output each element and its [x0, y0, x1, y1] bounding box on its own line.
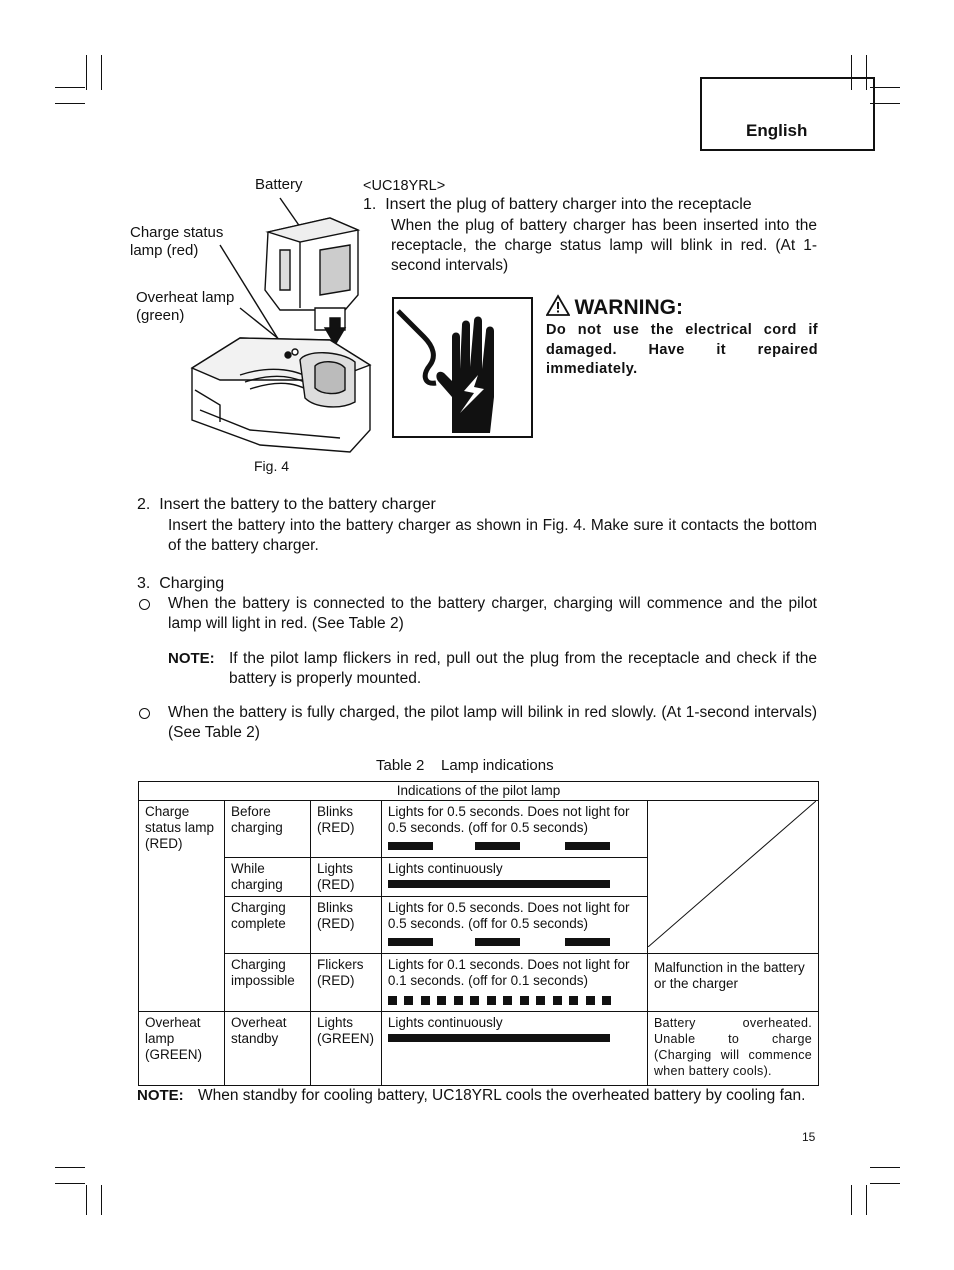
step2-heading: 2. Insert the battery to the battery charger — [137, 496, 436, 513]
bar-on — [388, 938, 433, 946]
pattern-cell — [381, 1012, 647, 1086]
diagonal-line — [648, 801, 816, 947]
electric-shock-warning-image — [392, 297, 533, 438]
bar-on — [475, 842, 520, 850]
table-caption: Table 2 Lamp indications — [376, 757, 554, 774]
group-charge-status: Charge status lamp (RED) — [139, 801, 225, 1012]
mode-cell: Blinks (RED) — [311, 801, 382, 858]
state-cell: Overheat standby — [225, 1012, 311, 1086]
step1-text: When the plug of battery charger has been inserted into the receptacle, the charge status lamp will blink in red. (At 1-second intervals) — [391, 217, 817, 274]
note-label: NOTE: — [168, 650, 215, 667]
group-overheat: Overheat lamp (GREEN) — [139, 1012, 225, 1086]
solid-pattern — [388, 1034, 641, 1046]
warning-heading — [546, 294, 683, 320]
step1-heading: 1. Insert the plug of battery charger into the receptacle — [363, 196, 752, 213]
language-box — [700, 77, 875, 151]
bar-on — [388, 1034, 610, 1042]
note-cell: Battery overheated. Unable to charge (Charging will commence when battery cools). — [647, 1012, 818, 1086]
bullet-circle-icon — [139, 708, 150, 719]
pattern-desc: Lights for 0.5 seconds. Does not light for 0.5 seconds. (off for 0.5 seconds) — [387, 804, 630, 835]
mode-cell: Flickers (RED) — [311, 954, 382, 1012]
bar-on — [475, 938, 520, 946]
charger-illustration — [180, 190, 380, 455]
blink-pattern — [388, 938, 641, 950]
diagonal-blank-cell — [647, 801, 818, 954]
step3-heading: 3. Charging — [137, 575, 225, 592]
overheat-lamp-label: Overheat lamp (green) — [136, 289, 235, 324]
page-number: 15 — [802, 1130, 816, 1144]
flicker-pattern — [388, 996, 641, 1005]
state-cell: Charging complete — [225, 897, 311, 954]
warning-title: WARNING: — [574, 296, 683, 319]
charge-lamp-label: Charge status lamp (red) — [130, 224, 224, 259]
mode-cell: Lights (RED) — [311, 858, 382, 897]
table-header: Indications of the pilot lamp — [139, 782, 819, 801]
bar-on — [388, 880, 610, 888]
pattern-cell — [381, 801, 647, 858]
step3-bullet2: When the battery is fully charged, the pilot lamp will bilink in red slowly. (At 1-second intervals) (See Table 2) — [168, 704, 817, 741]
pattern-desc: Lights continuously — [387, 861, 503, 876]
pattern-cell — [381, 858, 647, 897]
state-cell: Before charging — [225, 801, 311, 858]
pattern-cell — [381, 954, 647, 1012]
step2-text: Insert the battery into the battery charger as shown in Fig. 4. Make sure it contacts the bottom of the battery charger. — [168, 517, 817, 554]
step3-bullet1: When the battery is connected to the battery charger, charging will commence and the pilot lamp will light in red. (See Table 2) — [168, 595, 817, 632]
bar-on — [565, 938, 610, 946]
lamp-indications-table — [138, 781, 819, 1086]
footer-note-text: When standby for cooling battery, UC18YRL cools the overheated battery by cooling fan. — [198, 1087, 806, 1104]
pattern-desc: Lights continuously — [387, 1015, 503, 1030]
pattern-desc: Lights for 0.1 seconds. Does not light for 0.1 seconds. (off for 0.1 seconds) — [387, 957, 630, 988]
state-cell: While charging — [225, 858, 311, 897]
pattern-desc: Lights for 0.5 seconds. Does not light for 0.5 seconds. (off for 0.5 seconds) — [387, 900, 630, 931]
note-cell: Malfunction in the battery or the charger — [647, 954, 818, 1012]
state-cell: Charging impossible — [225, 954, 311, 1012]
pattern-cell — [381, 897, 647, 954]
warning-triangle-icon — [546, 294, 570, 316]
solid-pattern — [388, 880, 641, 892]
bar-on — [388, 842, 433, 850]
mode-cell: Lights (GREEN) — [311, 1012, 382, 1086]
battery-label: Battery — [255, 176, 303, 193]
bar-on — [565, 842, 610, 850]
model-label: <UC18YRL> — [363, 178, 446, 194]
language-label: English — [746, 121, 808, 140]
footer-note-label: NOTE: — [137, 1087, 184, 1104]
electric-hand-icon — [394, 299, 531, 436]
mode-cell: Blinks (RED) — [311, 897, 382, 954]
blink-pattern — [388, 842, 641, 854]
warning-text: Do not use the electrical cord if damaged. Have it repaired immediately. — [546, 322, 818, 377]
bullet-circle-icon — [139, 599, 150, 610]
figure-caption: Fig. 4 — [254, 458, 290, 474]
note-text: If the pilot lamp flickers in red, pull out the plug from the receptacle and check if the battery is properly mounted. — [229, 650, 817, 687]
